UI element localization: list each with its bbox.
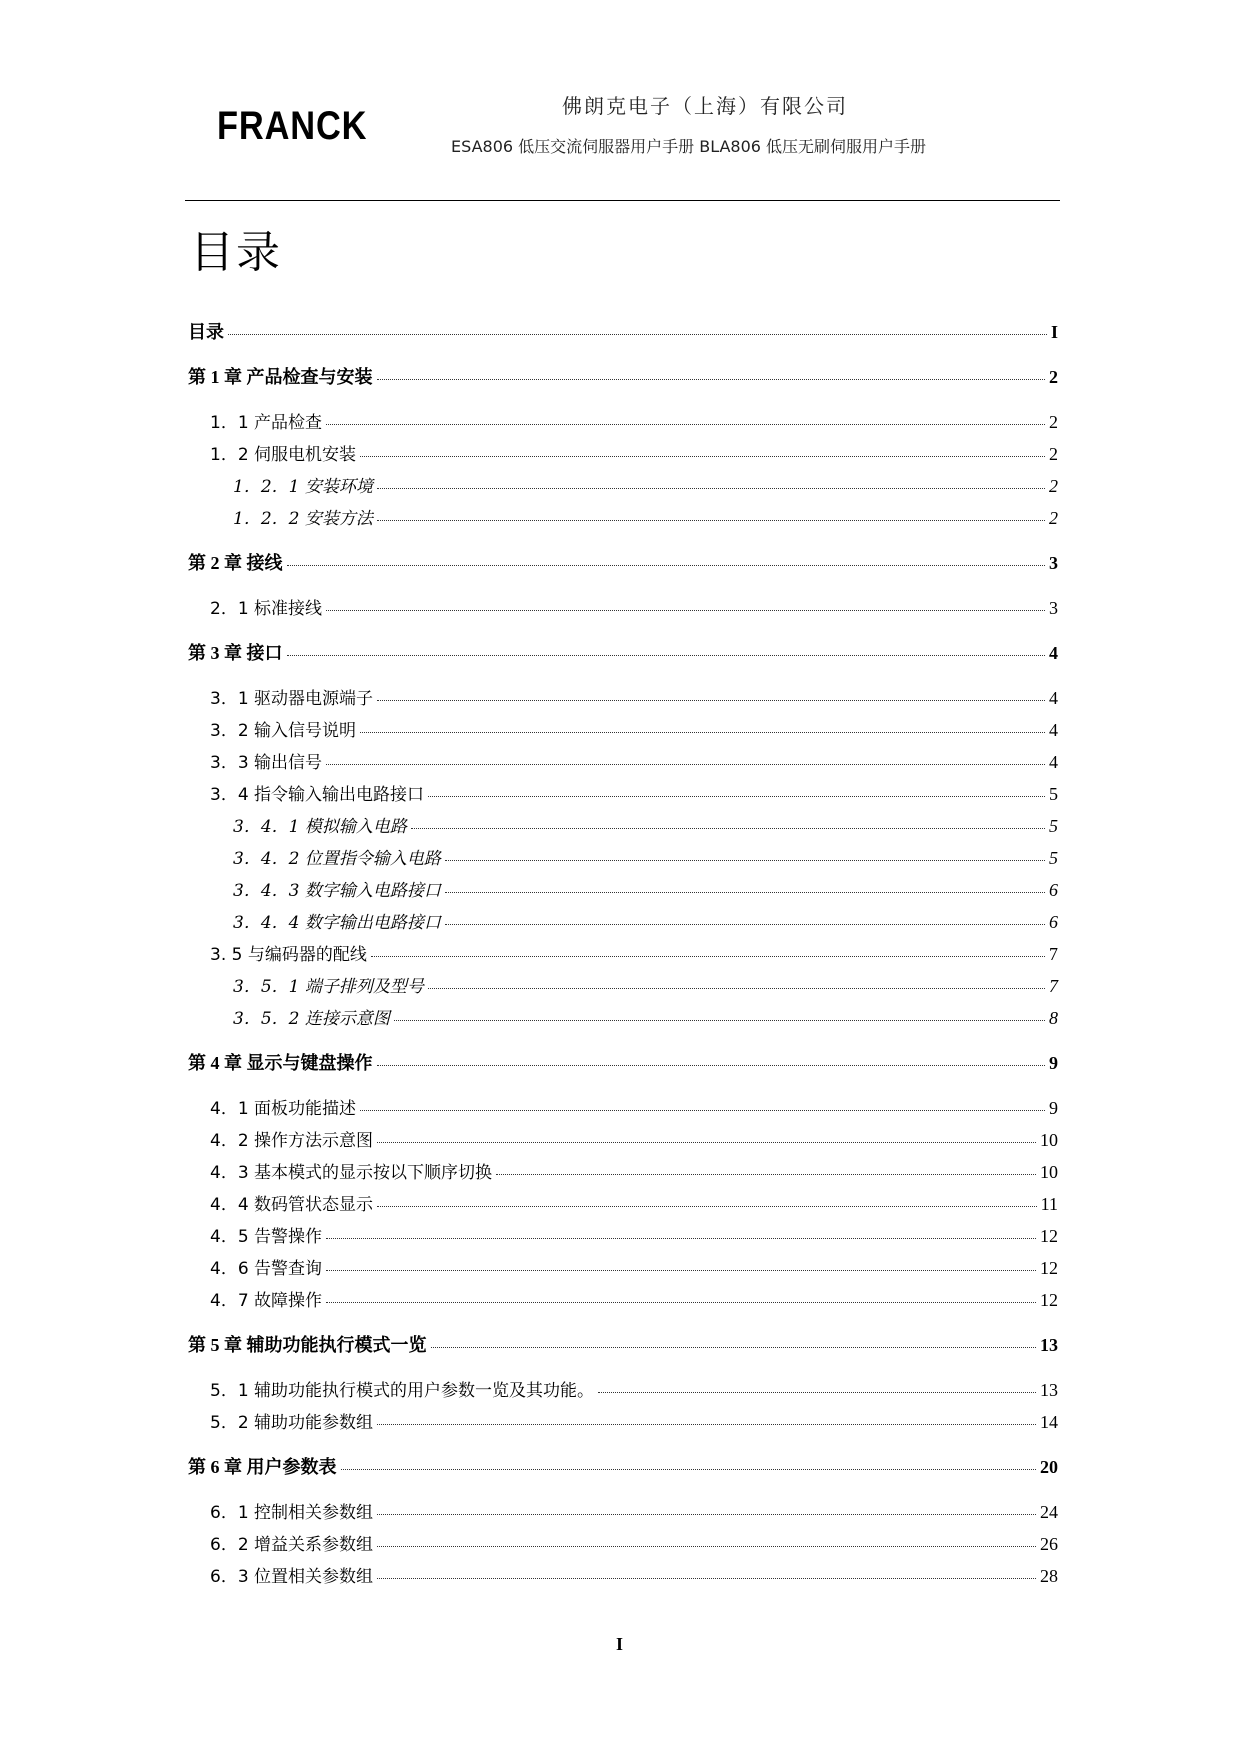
dot-leader — [445, 892, 1045, 893]
toc-entry-page: 24 — [1040, 1502, 1058, 1522]
dot-leader — [326, 424, 1045, 425]
dot-leader — [377, 700, 1045, 701]
toc-entry[interactable] — [233, 876, 1058, 902]
dot-leader — [598, 1392, 1036, 1393]
toc-entry-page: 2 — [1049, 444, 1058, 464]
toc-entry-label: 4．2 操作方法示意图 — [210, 1131, 374, 1151]
franck-logo: FRANCK — [217, 104, 368, 148]
toc-entry-label: 目录 — [188, 322, 224, 342]
dot-leader — [326, 1270, 1036, 1271]
toc-entry-page: 9 — [1049, 1098, 1058, 1118]
dot-leader — [428, 988, 1045, 989]
dot-leader — [377, 1065, 1046, 1066]
toc-entry-label: 3．4．2 位置指令输入电路 — [233, 849, 441, 869]
toc-entry-page: 4 — [1049, 688, 1058, 708]
toc-entry-label: 6．3 位置相关参数组 — [210, 1567, 374, 1587]
toc-entry[interactable] — [188, 363, 1058, 389]
toc-entry[interactable] — [210, 408, 1058, 434]
toc-entry-label: 3．4．4 数字输出电路接口 — [233, 913, 441, 933]
toc-entry-label: 3．5．1 端子排列及型号 — [233, 977, 424, 997]
toc-entry-label: 6．2 增益关系参数组 — [210, 1535, 374, 1555]
dot-leader — [326, 610, 1045, 611]
dot-leader — [445, 924, 1045, 925]
toc-entry[interactable] — [210, 780, 1058, 806]
toc-entry-label: 3．3 输出信号 — [210, 753, 323, 773]
toc-entry[interactable] — [188, 1049, 1058, 1075]
toc-entry[interactable] — [233, 504, 1058, 530]
toc-entry-page: I — [1050, 322, 1058, 342]
toc-entry-page: 14 — [1040, 1412, 1058, 1432]
dot-leader — [326, 1302, 1036, 1303]
toc-entry-page: 9 — [1049, 1053, 1058, 1073]
toc-entry-page: 4 — [1049, 720, 1058, 740]
toc-entry[interactable] — [233, 472, 1058, 498]
toc-entry-page: 12 — [1040, 1290, 1058, 1310]
toc-entry[interactable] — [233, 812, 1058, 838]
toc-entry-page: 7 — [1049, 944, 1058, 964]
dot-leader — [428, 796, 1045, 797]
dot-leader — [445, 860, 1045, 861]
toc-entry-label: 1．2 伺服电机安装 — [210, 445, 357, 465]
toc-entry-label: 第 2 章 接线 — [188, 553, 283, 573]
toc-entry-label: 1．1 产品检查 — [210, 413, 323, 433]
toc-entry[interactable] — [210, 1562, 1058, 1588]
toc-entry-label: 4．7 故障操作 — [210, 1291, 323, 1311]
toc-entry[interactable] — [210, 684, 1058, 710]
toc-entry[interactable] — [210, 1222, 1058, 1248]
dot-leader — [228, 334, 1047, 335]
toc-entry[interactable] — [188, 549, 1058, 575]
dot-leader — [411, 828, 1045, 829]
toc-entry-label: 3．4．3 数字输入电路接口 — [233, 881, 441, 901]
toc-entry-page: 28 — [1040, 1566, 1058, 1586]
toc-entry[interactable] — [188, 318, 1058, 344]
dot-leader — [394, 1020, 1045, 1021]
toc-entry-page: 20 — [1040, 1457, 1058, 1477]
toc-entry-label: 1．2．1 安装环境 — [233, 477, 373, 497]
toc-entry-page: 13 — [1040, 1380, 1058, 1400]
toc-entry-label: 第 5 章 辅助功能执行模式一览 — [188, 1335, 427, 1355]
toc-entry-label: 3．4．1 模拟输入电路 — [233, 817, 407, 837]
dot-leader — [377, 1514, 1036, 1515]
toc-entry[interactable] — [210, 440, 1058, 466]
toc-entry[interactable] — [210, 1126, 1058, 1152]
toc-entry-page: 3 — [1049, 598, 1058, 618]
toc-entry-label: 第 1 章 产品检查与安装 — [188, 367, 373, 387]
toc-entry[interactable] — [210, 1376, 1058, 1402]
toc-entry-label: 6．1 控制相关参数组 — [210, 1503, 374, 1523]
toc-entry-label: 2．1 标准接线 — [210, 599, 323, 619]
toc-entry[interactable] — [188, 639, 1058, 665]
toc-entry-page: 2 — [1049, 412, 1058, 432]
dot-leader — [371, 956, 1045, 957]
toc-entry[interactable] — [188, 1453, 1058, 1479]
toc-entry-label: 3．1 驱动器电源端子 — [210, 689, 374, 709]
toc-entry-page: 5 — [1049, 848, 1058, 868]
toc-entry-page: 8 — [1049, 1008, 1058, 1028]
toc-entry-label: 3．5．2 连接示意图 — [233, 1009, 390, 1029]
dot-leader — [341, 1469, 1037, 1470]
toc-entry-page: 2 — [1049, 508, 1058, 528]
toc-entry[interactable] — [210, 748, 1058, 774]
toc-entry[interactable] — [233, 972, 1058, 998]
toc-entry[interactable] — [233, 844, 1058, 870]
toc-entry-page: 13 — [1040, 1335, 1058, 1355]
toc-entry-label: 4．5 告警操作 — [210, 1227, 323, 1247]
footer-page-number: I — [616, 1634, 624, 1654]
dot-leader — [377, 488, 1045, 489]
dot-leader — [326, 764, 1045, 765]
toc-entry[interactable] — [210, 1286, 1058, 1312]
toc-entry-page: 12 — [1040, 1258, 1058, 1278]
dot-leader — [377, 1206, 1037, 1207]
toc-entry-page: 7 — [1049, 976, 1058, 996]
toc-entry[interactable] — [210, 1408, 1058, 1434]
dot-leader — [377, 520, 1045, 521]
toc-entry-page: 3 — [1049, 553, 1058, 573]
toc-entry[interactable] — [233, 908, 1058, 934]
toc-entry[interactable] — [210, 1254, 1058, 1280]
page-title: 目录 — [190, 227, 282, 278]
dot-leader — [377, 1424, 1036, 1425]
dot-leader — [377, 379, 1046, 380]
toc-entry-label: 3．4 指令输入输出电路接口 — [210, 785, 425, 805]
toc-entry[interactable] — [233, 1004, 1058, 1030]
toc-entry[interactable] — [210, 1094, 1058, 1120]
toc-entry-page: 2 — [1049, 476, 1058, 496]
manual-subtitle: ESA806 低压交流伺服器用户手册 BLA806 低压无刷伺服用户手册 — [451, 137, 927, 156]
dot-leader — [431, 1347, 1037, 1348]
company-name: 佛朗克电子（上海）有限公司 — [562, 94, 848, 118]
toc-entry-label: 第 6 章 用户参数表 — [188, 1457, 337, 1477]
toc-entry-page: 12 — [1040, 1226, 1058, 1246]
toc-entry[interactable] — [210, 1530, 1058, 1556]
toc-entry-page: 4 — [1049, 752, 1058, 772]
toc-entry-page: 5 — [1049, 816, 1058, 836]
toc-entry[interactable] — [210, 1158, 1058, 1184]
toc-entry-page: 5 — [1049, 784, 1058, 804]
dot-leader — [496, 1174, 1036, 1175]
toc-entry-label: 3. 5 与编码器的配线 — [210, 945, 367, 965]
toc-entry-label: 3．2 输入信号说明 — [210, 721, 357, 741]
toc-entry-label: 第 4 章 显示与键盘操作 — [188, 1053, 373, 1073]
toc-entry-label: 4．6 告警查询 — [210, 1259, 323, 1279]
dot-leader — [326, 1238, 1036, 1239]
toc-entry[interactable] — [188, 1331, 1058, 1357]
toc-entry[interactable] — [210, 594, 1058, 620]
toc-entry[interactable] — [210, 716, 1058, 742]
toc-entry-page: 26 — [1040, 1534, 1058, 1554]
dot-leader — [287, 565, 1046, 566]
table-of-contents — [188, 0, 1058, 1700]
toc-entry-page: 4 — [1049, 643, 1058, 663]
dot-leader — [377, 1546, 1036, 1547]
toc-entry-label: 5．2 辅助功能参数组 — [210, 1413, 374, 1433]
dot-leader — [360, 456, 1045, 457]
toc-entry-label: 4．4 数码管状态显示 — [210, 1195, 374, 1215]
toc-entry-label: 1．2．2 安装方法 — [233, 509, 373, 529]
dot-leader — [287, 655, 1046, 656]
toc-entry[interactable] — [210, 940, 1058, 966]
toc-entry[interactable] — [210, 1498, 1058, 1524]
toc-entry-label: 4．3 基本模式的显示按以下顺序切换 — [210, 1163, 493, 1183]
toc-entry[interactable] — [210, 1190, 1058, 1216]
dot-leader — [377, 1142, 1036, 1143]
toc-entry-page: 6 — [1049, 880, 1058, 900]
dot-leader — [377, 1578, 1036, 1579]
toc-entry-page: 6 — [1049, 912, 1058, 932]
dot-leader — [360, 732, 1045, 733]
dot-leader — [360, 1110, 1045, 1111]
toc-entry-label: 第 3 章 接口 — [188, 643, 283, 663]
toc-entry-page: 2 — [1049, 367, 1058, 387]
toc-entry-label: 5．1 辅助功能执行模式的用户参数一览及其功能。 — [210, 1381, 595, 1401]
toc-entry-page: 10 — [1040, 1130, 1058, 1150]
toc-entry-page: 11 — [1040, 1194, 1058, 1214]
toc-entry-label: 4．1 面板功能描述 — [210, 1099, 357, 1119]
toc-entry-page: 10 — [1040, 1162, 1058, 1182]
